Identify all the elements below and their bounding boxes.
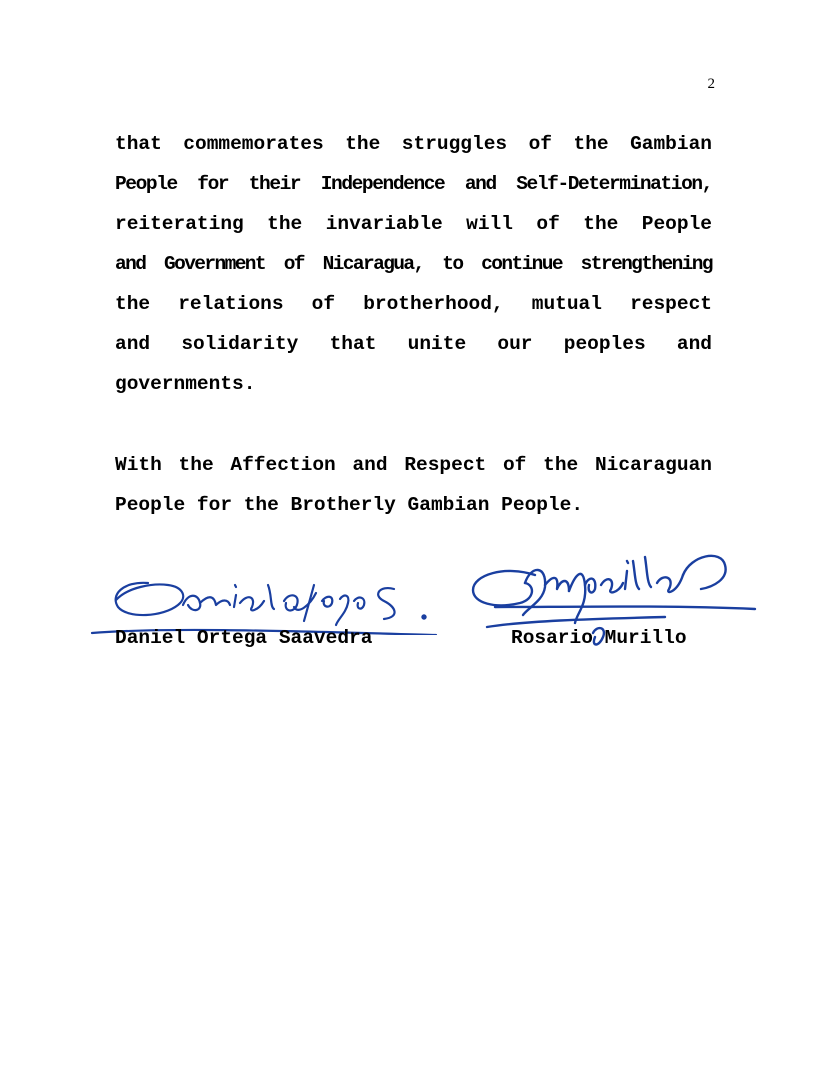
paragraph-line: that commemorates the struggles of the Gambian <box>115 133 712 155</box>
paragraph-line: With the Affection and Respect of the Nicaraguan <box>115 454 712 476</box>
signature-block <box>0 535 825 665</box>
paragraph-commemoration <box>115 124 712 404</box>
paragraph-line: and solidarity that unite our peoples and <box>115 333 712 355</box>
signature-ortega-image <box>88 555 448 635</box>
paragraph-line: People for the Brotherly Gambian People. <box>115 494 584 516</box>
paragraph-line: governments. <box>115 373 256 395</box>
signer-name-murillo: Rosario Murillo <box>511 627 687 649</box>
paragraph-line: reiterating the invariable will of the People <box>115 213 712 235</box>
paragraph-line: and Government of Nicaragua, to continue strengthening <box>115 253 712 275</box>
page-number: 2 <box>707 76 715 92</box>
paragraph-line: the relations of brotherhood, mutual respect <box>115 293 712 315</box>
signer-name-ortega: Daniel Ortega Saavedra <box>115 627 373 649</box>
paragraph-closing <box>115 445 712 525</box>
paragraph-line: People for their Independence and Self-Determination, <box>115 173 712 195</box>
